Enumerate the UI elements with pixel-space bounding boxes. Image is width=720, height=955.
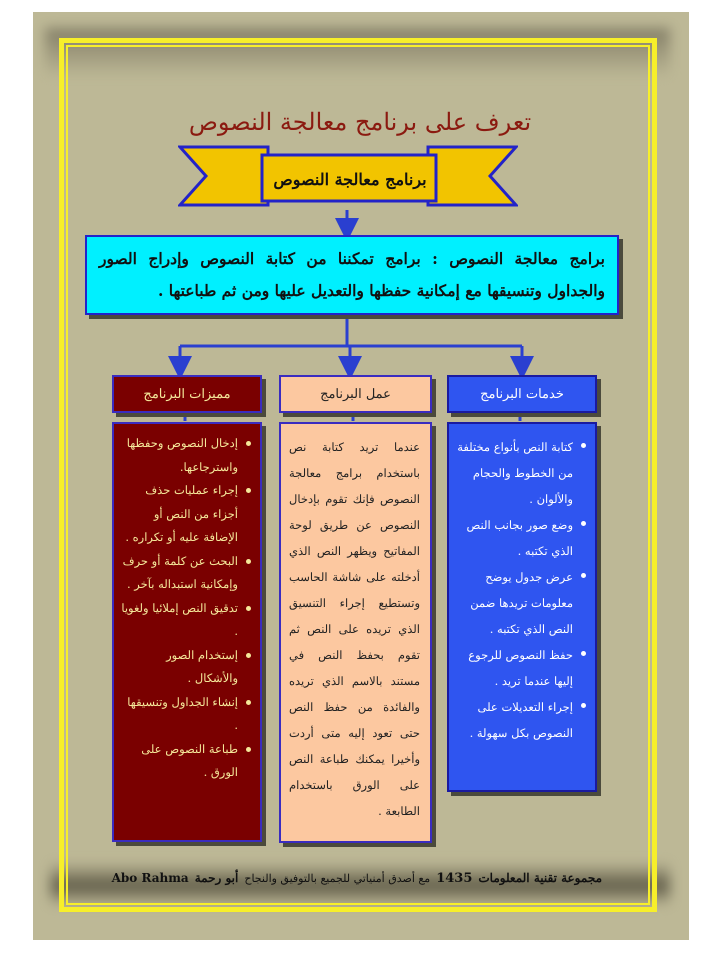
feature-item: البحث عن كلمة أو حرف وإمكانية استبداله بآخر . [120,550,238,597]
service-item: عرض جدول يوضح معلومات تريدها ضمن النص الذي تكتبه . [455,564,573,642]
ribbon-label: برنامج معالجة النصوص [273,169,427,189]
feature-item: تدقيق النص إملائيا ولغويا . [120,597,238,644]
work-description: عندما تريد كتابة نص باستخدام برامج معالجة النصوص فإنك تقوم بإدخال النصوص عن طريق لوحة المفاتيح ويظهر النص الذي أدخلته على شاشة الحاسب وتستطيع إجراء التنسيق الذي تريده على النص ثم تقوم بحفظ النص في مستند بالاسم الذي تريده والفائدة من حفظ النص حتى تعود إليه متى أردت وأخيرا يمكنك طباعة النص على الورق باستخدام الطابعة . [289,440,420,818]
service-item: إجراء التعديلات على النصوص بكل سهولة . [455,694,573,746]
work-heading: عمل البرنامج [279,375,432,413]
feature-item: إستخدام الصور والأشكال . [120,644,238,691]
service-item: حفظ النصوص للرجوع إليها عندما تريد . [455,642,573,694]
services-list [455,434,587,746]
footer-year: 1435 [436,870,473,886]
feature-item: إنشاء الجداول وتنسيقها . [120,691,238,738]
footer-credit [108,866,602,890]
feature-item: طباعة النصوص على الورق . [120,738,238,785]
feature-item: إجراء عمليات حذف أجزاء من النص أو الإضافة عليه أو تكراره . [120,479,238,550]
services-heading: خدمات البرنامج [447,375,597,413]
footer-group: مجموعة تقنية المعلومات [478,871,602,885]
page-title: تعرف على برنامج معالجة النصوص [188,108,532,136]
footer-wishes: مع أصدق أمنياتي للجميع بالتوفيق والنجاح [244,871,431,885]
services-box [447,422,597,792]
feature-item: إدخال النصوص وحفظها واسترجاعها. [120,432,238,479]
service-item: كتابة النص بأنواع مختلفة من الخطوط والحجام والألوان . [455,434,573,512]
features-box [112,422,262,842]
work-box [279,422,432,843]
definition-box: برامج معالجة النصوص : برامج تمكننا من كتابة النصوص وإدراج الصور والجداول وتنسيقها مع إمكانية حفظها والتعديل عليها ومن ثم طباعتها . [85,235,619,315]
service-item: وضع صور بجانب النص الذي تكتبه . [455,512,573,564]
footer-author-en: Abo Rahma [111,871,189,885]
features-list [120,432,252,785]
features-heading: مميزات البرنامج [112,375,262,413]
footer-author-ar: أبو رحمة [194,871,239,885]
